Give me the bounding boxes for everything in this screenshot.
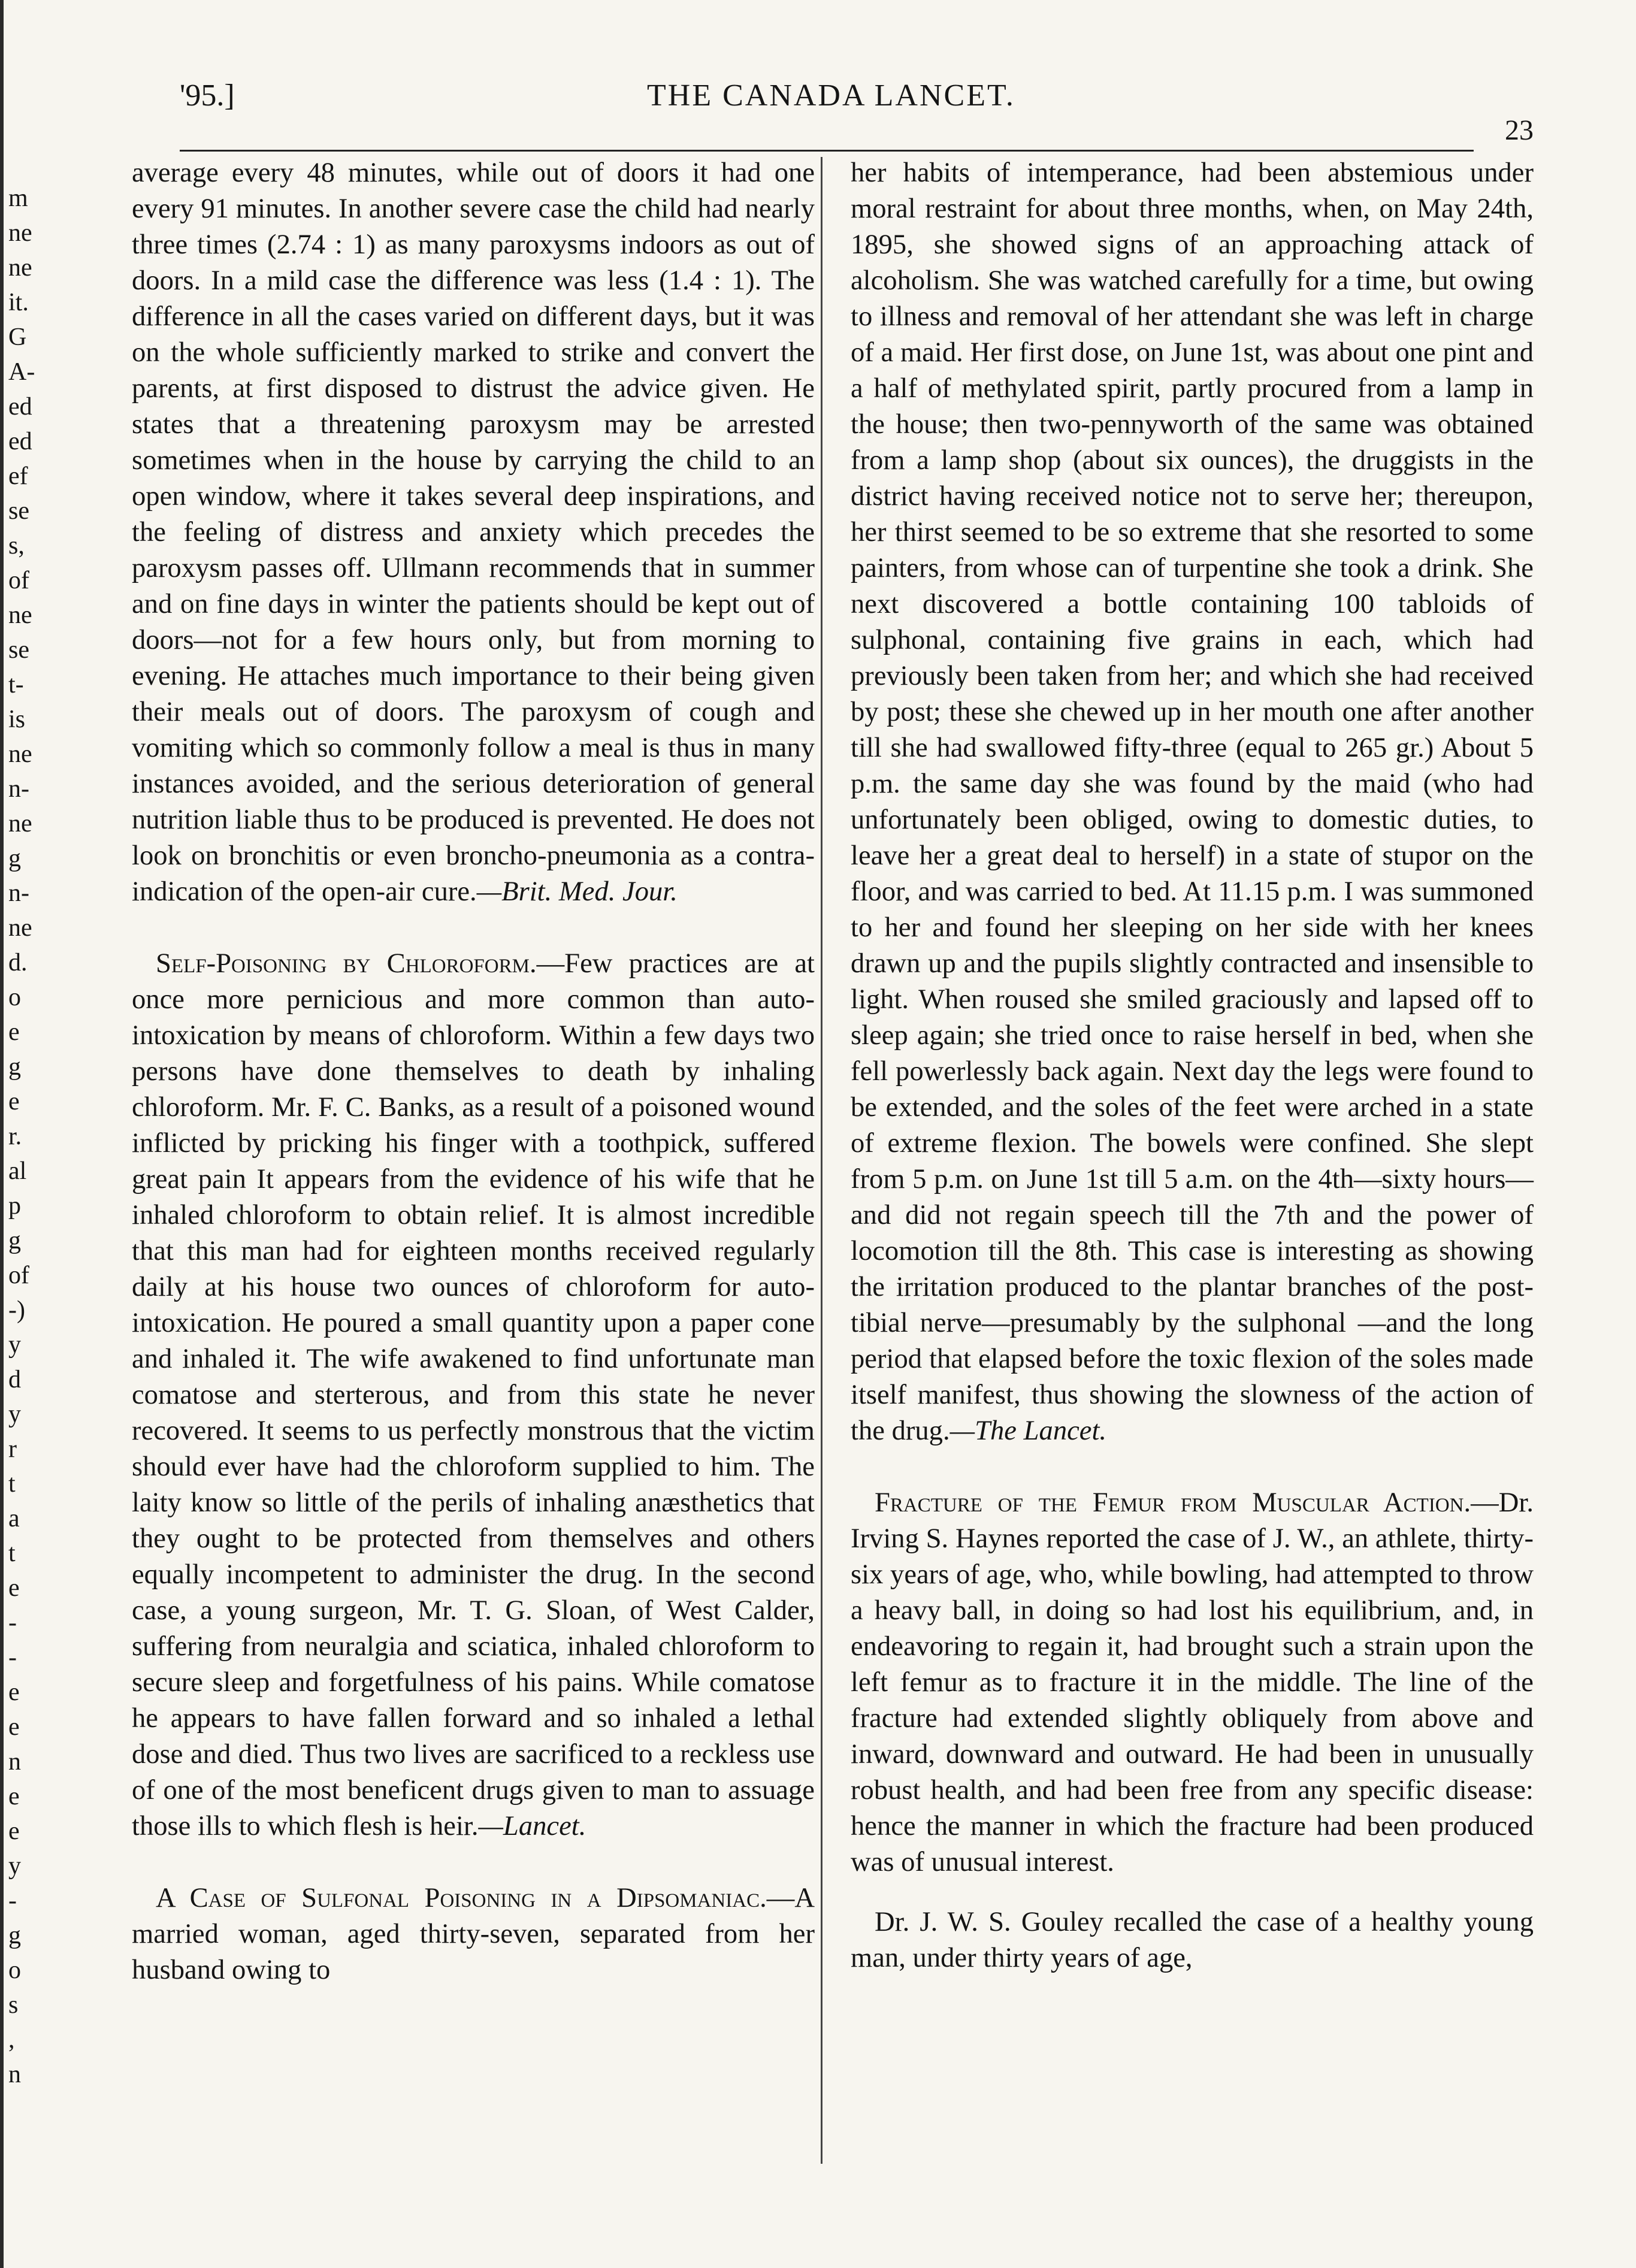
article-section <box>851 1484 1534 1880</box>
margin-fragment: se <box>8 497 29 525</box>
margin-fragment: t- <box>8 671 24 698</box>
margin-fragment: g <box>8 1922 21 1949</box>
margin-fragment: y <box>8 1401 21 1428</box>
margin-fragment: d. <box>8 949 28 976</box>
section-heading: Fracture of the Femur from Muscular Action. <box>875 1487 1471 1518</box>
adjacent-page-margin <box>0 0 72 2268</box>
margin-fragment: t <box>8 1470 16 1498</box>
header-rule <box>180 150 1474 152</box>
margin-fragment: - <box>8 1644 17 1671</box>
margin-fragment: it. <box>8 289 29 316</box>
margin-fragment: e <box>8 1679 20 1706</box>
column-divider <box>821 157 822 2164</box>
left-column <box>132 155 815 1988</box>
margin-fragment: - <box>8 1609 17 1637</box>
margin-fragment: -) <box>8 1296 25 1324</box>
article-section <box>132 945 815 1844</box>
margin-fragment: n- <box>8 879 29 907</box>
journal-title: THE CANADA LANCET. <box>647 78 1015 113</box>
source-citation: —The Lancet. <box>949 1415 1107 1446</box>
margin-fragment: ne <box>8 254 32 282</box>
margin-fragment: , <box>8 2026 15 2054</box>
source-citation: —Lancet. <box>478 1810 586 1841</box>
source-citation: —Brit. Med. Jour. <box>476 876 678 907</box>
right-column <box>851 155 1534 1976</box>
margin-fragment: - <box>8 1887 17 1915</box>
margin-fragment: ed <box>8 393 32 421</box>
article-paragraph <box>132 155 815 909</box>
margin-fragment: ne <box>8 810 32 837</box>
margin-fragment: g <box>8 845 21 872</box>
margin-fragment: y <box>8 1331 21 1359</box>
margin-fragment: ne <box>8 601 32 629</box>
margin-fragment: ne <box>8 219 32 247</box>
paragraph-text: Dr. J. W. S. Gouley recalled the case of a healthy young man, under thirty years of age, <box>851 1906 1534 1973</box>
margin-fragment: G <box>8 323 27 351</box>
article-paragraph <box>851 1904 1534 1976</box>
margin-fragment: e <box>8 1088 20 1115</box>
margin-fragment: m <box>8 185 28 212</box>
margin-fragment: n <box>8 2061 21 2088</box>
paragraph-text: her habits of intemperance, had been abstemious under moral restraint for about three months, when, on May 24th, 1895, she showed signs of an approaching attack of alcoholism. She was watched carefully for a time, but owing to illness and removal of her attendant she was left in charge of a maid. Her first dose, on June 1st, was about one pint and a half of methylated spirit, partly procured from a lamp in the house; then two-pennyworth of the same was obtained from a lamp shop (about six ounces), the druggists in the district having received notice not to serve her; thereupon, her thirst seemed to be so extreme that she resorted to some painters, from whose can of turpentine she took a drink. She next discovered a bottle containing 100 tabloids of sulphonal, containing five grains in each, which had previously been taken from her; and which she had received by post; these she chewed up in her mouth one after another till she had swallowed fifty-three (equal to 265 gr.) About 5 p.m. the same day she was found by the maid (who had unfortunately been obliged, owing to domestic duties, to leave her a great deal to herself) in a state of stupor on the floor, and was carried to bed. At 11.15 p.m. I was summoned to her and found her sleeping on her side with her knees drawn up and the pupils slightly contracted and insensible to light. When roused she smiled graciously and lapsed off to sleep again; she tried once to raise herself in bed, when she fell powerlessly back again. Next day the legs were found to be extended, and the soles of the feet were arched in a state of extreme flexion. The bowels were confined. She slept from 5 p.m. on June 1st till 5 a.m. on the 4th—sixty hours—and did not regain speech till the 7th and the power of locomotion till the 8th. This case is interesting as showing the irritation produced to the plantar branches of the post-tibial nerve—presumably by the sulphonal —and the long period that elapsed before the toxic flexion of the soles made itself manifest, thus showing the slowness of the action of the drug. <box>851 157 1534 1446</box>
article-section <box>132 1880 815 1988</box>
margin-fragment: e <box>8 1018 20 1046</box>
header-year: '95.] <box>180 78 235 113</box>
margin-fragment: d <box>8 1366 21 1393</box>
margin-fragment: ed <box>8 428 32 455</box>
margin-fragment: g <box>8 1053 21 1081</box>
paragraph-text: —A married woman, aged thirty-seven, separated from her husband owing to <box>132 1882 815 1985</box>
margin-fragment: s <box>8 1991 19 2019</box>
margin-fragment: s, <box>8 532 25 560</box>
paragraph-text: average every 48 minutes, while out of doors it had one every 91 minutes. In another severe case the child had nearly three times (2.74 : 1) as many paroxysms indoors as out of doors. In a mild case the difference was less (1.4 : 1). The difference in all the cases varied on different days, but it was on the whole sufficiently marked to strike and convert the parents, at first disposed to distrust the advice given. He states that a threatening paroxysm may be arrested sometimes when in the house by carrying the child to an open window, where it takes several deep inspirations, and the feeling of distress and anxiety which precedes the paroxysm passes off. Ullmann recommends that in summer and on fine days in winter the patients should be kept out of doors—not for a few hours only, but from morning to evening. He attaches much importance to their being given their meals out of doors. The paroxysm of cough and vomiting which so commonly follow a meal is thus in many instances avoided, and the serious deterioration of general nutrition liable thus to be produced is prevented. He does not look on bronchitis or even broncho-pneumonia as a contra-indication of the open-air cure. <box>132 157 815 907</box>
margin-fragment: of <box>8 1262 29 1289</box>
margin-fragment: a <box>8 1505 20 1532</box>
margin-fragment: n <box>8 1748 21 1776</box>
section-heading: Self-Poisoning by Chloroform. <box>156 948 537 979</box>
paragraph-text: —Few practices are at once more pernicious and more common than auto-intoxication by means of chloroform. Within a few days two persons have done themselves to death by inhaling chloroform. Mr. F. C. Banks, as a result of a poisoned wound inflicted by pricking his finger with a toothpick, suffered great pain It appears from the evidence of his wife that he inhaled chloroform to obtain relief. It is almost incredible that this man had for eighteen months received regularly daily at his house two ounces of chloroform for auto-intoxication. He poured a small quantity upon a paper cone and inhaled it. The wife awakened to find unfortunate man comatose and sterterous, and from this state he never recovered. It seems to us perfectly monstrous that the victim should ever have had the chloroform supplied to him. The laity know so little of the perils of inhaling anæsthetics that they ought to be protected from themselves and others equally incompetent to administer the drug. In the second case, a young surgeon, Mr. T. G. Sloan, of West Calder, suffering from neuralgia and sciatica, inhaled chloroform to secure sleep and forgetfulness of his pains. While comatose he appears to have fallen forward and so inhaled a lethal dose and died. Thus two lives are sacrificed to a reckless use of one of the most beneficent drugs given to man to assuage those ills to which flesh is heir. <box>132 948 815 1841</box>
margin-fragment: t <box>8 1540 16 1567</box>
margin-fragment: ne <box>8 740 32 768</box>
margin-fragment: is <box>8 706 26 733</box>
margin-fragment: g <box>8 1227 21 1254</box>
margin-fragment: of <box>8 567 29 594</box>
margin-fragment: e <box>8 1783 20 1810</box>
margin-fragment: y <box>8 1852 21 1880</box>
margin-fragment: e <box>8 1713 20 1741</box>
margin-fragment: p <box>8 1192 21 1220</box>
margin-fragment: se <box>8 636 29 664</box>
margin-fragment: o <box>8 1956 21 1984</box>
page-header <box>180 72 1534 146</box>
margin-fragment: r <box>8 1435 17 1463</box>
paragraph-text: —Dr. Irving S. Haynes reported the case of J. W., an athlete, thirty-six years of age, who, while bowling, had attempted to throw a heavy ball, in doing so had lost his equilibrium, and, in endeavoring to regain it, had brought such a strain upon the left femur as to fracture it in the middle. The line of the fracture had extended slightly obliquely from above and inward, downward and outward. He had been in unusually robust health, and had been free from any specific disease: hence the manner in which the fracture had been produced was of unusual interest. <box>851 1487 1534 1877</box>
margin-fragment: al <box>8 1157 27 1185</box>
section-heading: A Case of Sulfonal Poisoning in a Dipsomaniac. <box>156 1882 767 1913</box>
margin-fragment: A- <box>8 358 35 386</box>
margin-fragment: e <box>8 1574 20 1602</box>
article-paragraph <box>851 155 1534 1449</box>
margin-fragment: e <box>8 1818 20 1845</box>
margin-fragment: n- <box>8 775 29 803</box>
margin-fragment: o <box>8 984 21 1011</box>
page-number: 23 <box>1505 114 1534 146</box>
margin-fragment: r. <box>8 1123 22 1150</box>
margin-fragment: ef <box>8 462 28 490</box>
margin-fragment: ne <box>8 914 32 942</box>
